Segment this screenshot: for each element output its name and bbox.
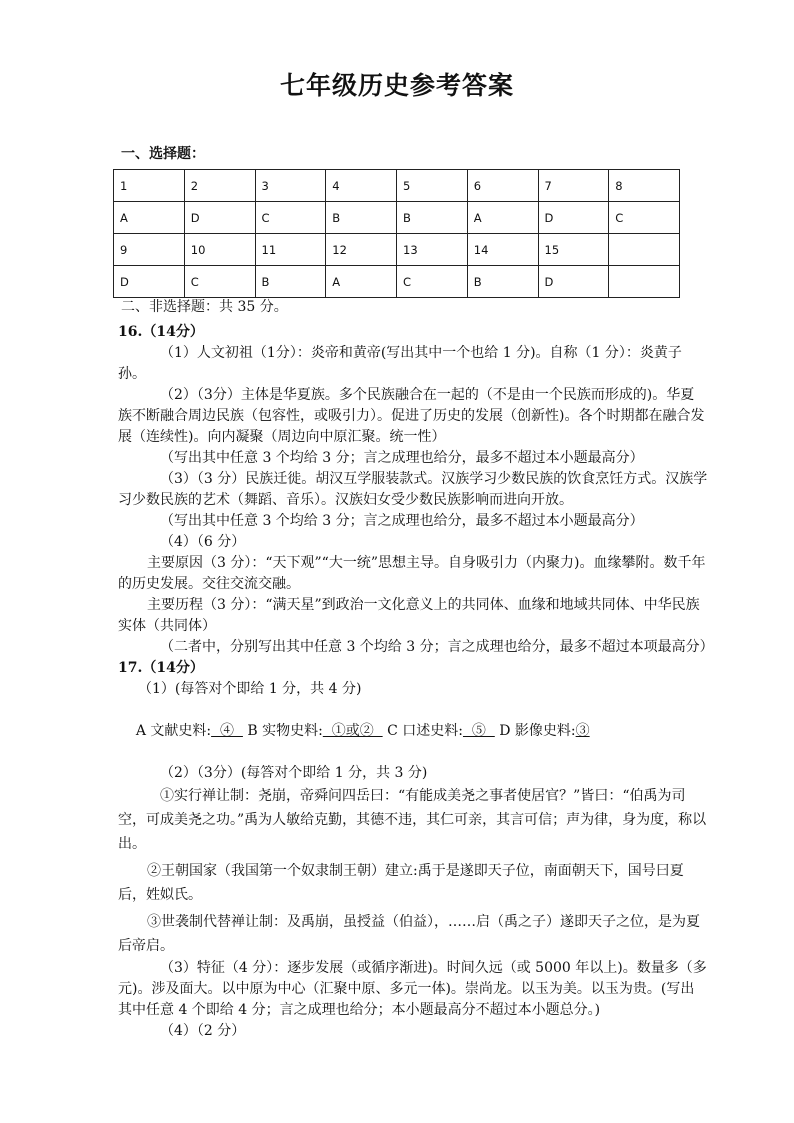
table-cell: B	[467, 266, 538, 298]
q17-heading: 17.（14分）	[118, 660, 204, 676]
table-cell: D	[114, 266, 185, 298]
table-cell: A	[467, 202, 538, 234]
table-cell: 7	[538, 170, 609, 202]
q17-part3: （3）特征（4 分）：逐步发展（或循序渐进)。时间久远（或 5000 年以上)。数量多（多元)。涉及面大。以中原为中心（汇聚中原、多元一体)。崇尚龙。以玉为美。以玉为贵。(写出其中任意 4 个即给 4 分；言之成理也给分；本小题最高分不超过本小题总分。)	[118, 960, 707, 1018]
q17-part2: （2）（3分）(每答对个即给 1 分，共 3 分)	[160, 765, 428, 781]
table-cell: 11	[255, 234, 326, 266]
table-cell: 3	[255, 170, 326, 202]
q16-part4-process: 主要历程（3 分）：“满天星”到政治一文化意义上的共同体、血缘和地域共同体、中华民族实体（共同体）	[118, 597, 700, 634]
q17-part2-item1: ①实行禅让制：尧崩，帝舜问四岳曰：“有能成美尧之事者使居官？”皆曰：“伯禹为司空，可成美尧之功。”禹为人敏给克勤，其德不违，其仁可亲，其言可信；声为律，身为度，称以出。	[118, 788, 707, 852]
q17-part2-item2: ②王朝国家（我国第一个奴隶制王朝）建立:禹于是遂即天子位，南面朝天下，国号曰夏后，姓姒氏。	[118, 863, 684, 903]
table-row	[114, 234, 680, 266]
table-cell: 1	[114, 170, 185, 202]
table-cell: D	[184, 202, 255, 234]
table-cell: 2	[184, 170, 255, 202]
q17-part2-item3: ③世袭制代替禅让制：及禹崩，虽授益（伯益），……启（禹之子）遂即天子之位，是为夏后帝启。	[118, 914, 700, 954]
q17-part1-answers	[118, 700, 708, 763]
table-cell: A	[114, 202, 185, 234]
table-cell: B	[397, 202, 468, 234]
table-cell: C	[609, 202, 680, 234]
table-cell: 5	[397, 170, 468, 202]
source-label-a: A 文献史料:	[135, 723, 212, 739]
q16-heading: 16.（14分）	[118, 324, 204, 340]
source-answer-b: ①或②	[322, 723, 383, 739]
table-cell: A	[326, 266, 397, 298]
table-cell: C	[184, 266, 255, 298]
q16-part4: （4）（6 分）	[160, 534, 246, 550]
q17-part4: （4）（2 分）	[160, 1023, 246, 1039]
source-label-d: D 影像史料:	[494, 723, 576, 739]
q17-part1: （1）(每答对个即给 1 分，共 4 分)	[138, 681, 362, 697]
table-cell: B	[255, 266, 326, 298]
table-cell: 10	[184, 234, 255, 266]
table-cell: 8	[609, 170, 680, 202]
source-answer-d: ③	[575, 723, 590, 739]
q16-part2-note: （写出其中任意 3 个均给 3 分；言之成理也给分，最多不超过本小题最高分）	[160, 450, 644, 466]
table-row	[114, 170, 680, 202]
q16-part3-note: （写出其中任意 3 个均给 3 分；言之成理也给分，最多不超过本小题最高分）	[160, 513, 644, 529]
table-cell: D	[538, 266, 609, 298]
source-label-b: B 实物史料:	[242, 723, 323, 739]
answer-table	[113, 169, 680, 298]
page-title: 七年级历史参考答案	[279, 71, 514, 100]
q16-part4-reason: 主要原因（3 分）：“天下观”“大一统”思想主导。自身吸引力（内聚力)。血缘攀附。数千年的历史发展。交往交流交融。	[118, 555, 706, 592]
source-label-c: C 口述史料:	[382, 723, 463, 739]
table-cell	[609, 234, 680, 266]
table-row	[114, 202, 680, 234]
table-cell: C	[255, 202, 326, 234]
table-cell: B	[326, 202, 397, 234]
section-heading-nonchoice: 二、非选择题：共 35 分。	[121, 299, 288, 315]
q16-part3: （3）（3 分）民族迁徙。胡汉互学服装款式。汉族学习少数民族的饮食烹饪方式。汉族学习少数民族的艺术（舞蹈、音乐）。汉族妇女受少数民族影响而进向开放。	[118, 471, 708, 508]
q16-part2: （2）（3分）主体是华夏族。多个民族融合在一起的（不是由一个民族而形成的)。华夏族不断融合周边民族（包容性，或吸引力）。促进了历史的发展（创新性)。各个时期都在融合发展（连续性)。向内凝聚（周边向中原汇聚。统一性）	[118, 387, 705, 445]
table-cell	[609, 266, 680, 298]
table-cell: 4	[326, 170, 397, 202]
table-cell: 14	[467, 234, 538, 266]
table-cell: 15	[538, 234, 609, 266]
table-cell: 6	[467, 170, 538, 202]
section-heading-choice: 一、选择题：	[121, 146, 205, 162]
table-cell: C	[397, 266, 468, 298]
q16-part4-note: （二者中，分别写出其中任意 3 个均给 3 分；言之成理也给分，最多不超过本项最高分）	[160, 639, 714, 655]
table-cell: D	[538, 202, 609, 234]
table-cell: 13	[397, 234, 468, 266]
source-answer-c: ⑤	[462, 723, 495, 739]
answer-body	[118, 322, 714, 1042]
q16-part1: （1）人文初祖（1分）：炎帝和黄帝(写出其中一个也给 1 分)。自称（1 分）：炎黄子孙。	[118, 345, 682, 382]
table-row	[114, 266, 680, 298]
table-cell: 12	[326, 234, 397, 266]
table-cell: 9	[114, 234, 185, 266]
source-answer-a: ④	[211, 723, 243, 739]
